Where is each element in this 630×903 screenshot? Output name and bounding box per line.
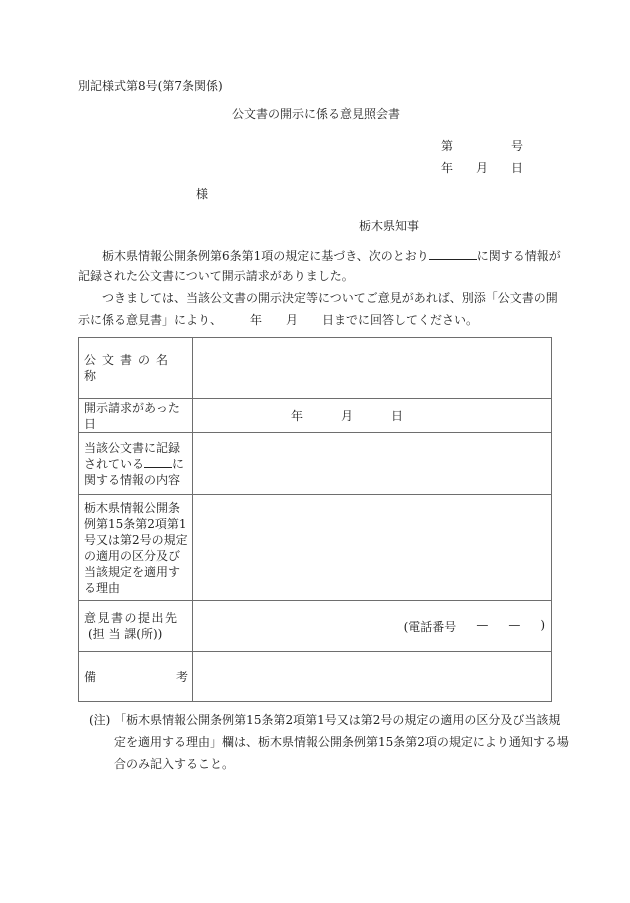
table-row-document-name bbox=[79, 338, 552, 399]
phone-dash: — bbox=[508, 617, 521, 632]
blank-field-line bbox=[429, 248, 477, 260]
sender-name: 栃木県知事 bbox=[359, 219, 420, 233]
field-submission-destination[interactable] bbox=[193, 601, 552, 652]
request-date-month: 月 bbox=[341, 409, 354, 423]
recipient-honorific: 様 bbox=[196, 187, 209, 201]
label-submission-destination: 意見書の提出先 (担 当 課(所)) bbox=[79, 601, 193, 652]
body-paragraph-2-line-2 bbox=[78, 314, 478, 326]
reply-deadline-month: 月 bbox=[286, 313, 299, 327]
body-text: 日までに回答してください。 bbox=[322, 313, 479, 327]
note-line-2: 定を適用する理由」欄は、栃木県情報公開条例第15条第2項の規定により通知する場 bbox=[114, 735, 569, 749]
table-row-information-content bbox=[79, 433, 552, 495]
label-remarks: 備 考 bbox=[79, 652, 193, 702]
field-document-name[interactable] bbox=[193, 338, 552, 399]
body-paragraph-2-line-1: つきましては、当該公文書の開示決定等についてご意見があれば、別添「公文書の開 bbox=[102, 291, 558, 305]
issue-date-day: 日 bbox=[511, 161, 524, 175]
table-row-submission-destination bbox=[79, 601, 552, 652]
reference-number-suffix: 号 bbox=[511, 139, 524, 153]
table-row-applicable-reason bbox=[79, 495, 552, 601]
request-date-day: 日 bbox=[391, 409, 404, 423]
form-table bbox=[78, 337, 552, 702]
phone-number-label: (電話番号 bbox=[403, 619, 457, 634]
table-row-request-date bbox=[79, 399, 552, 433]
body-text: に関する情報が bbox=[476, 249, 561, 263]
field-applicable-reason[interactable] bbox=[193, 495, 552, 601]
blank-field-line bbox=[144, 456, 172, 468]
reference-number-prefix: 第 bbox=[441, 139, 454, 153]
label-document-name: 公文書の名称 bbox=[79, 338, 193, 399]
body-text: 示に係る意見書」により、 bbox=[78, 313, 223, 327]
note-line-1: (注) 「栃木県情報公開条例第15条第2項第1号又は第2号の規定の適用の区分及び当該規 bbox=[89, 713, 561, 727]
body-paragraph-1-line-2: 記録された公文書について開示請求がありました。 bbox=[78, 269, 354, 283]
label-request-date: 開示請求があった日 bbox=[79, 399, 193, 433]
field-request-date[interactable] bbox=[193, 399, 552, 433]
form-number: 別記様式第8号(第7条関係) bbox=[78, 79, 223, 93]
label-information-content: 当該公文書に記録されている に関する情報の内容 bbox=[79, 433, 193, 495]
label-applicable-reason: 栃木県情報公開条例第15条第2項第1号又は第2号の規定の適用の区分及び当該規定を適用する理由 bbox=[79, 495, 193, 601]
table-row-remarks bbox=[79, 652, 552, 702]
field-information-content[interactable] bbox=[193, 433, 552, 495]
phone-dash: — bbox=[476, 617, 489, 632]
request-date-year: 年 bbox=[291, 409, 304, 423]
document-title: 公文書の開示に係る意見照会書 bbox=[232, 107, 401, 121]
reply-deadline-year: 年 bbox=[250, 313, 263, 327]
note-line-3: 合のみ記入すること。 bbox=[114, 757, 235, 771]
issue-date-year: 年 bbox=[441, 161, 454, 175]
body-text: 栃木県情報公開条例第6条第1項の規定に基づき、次のとおり bbox=[102, 249, 429, 263]
field-remarks[interactable] bbox=[193, 652, 552, 702]
body-paragraph-1-line-1 bbox=[102, 248, 561, 262]
phone-close-paren: ) bbox=[540, 617, 545, 632]
issue-date-month: 月 bbox=[476, 161, 489, 175]
